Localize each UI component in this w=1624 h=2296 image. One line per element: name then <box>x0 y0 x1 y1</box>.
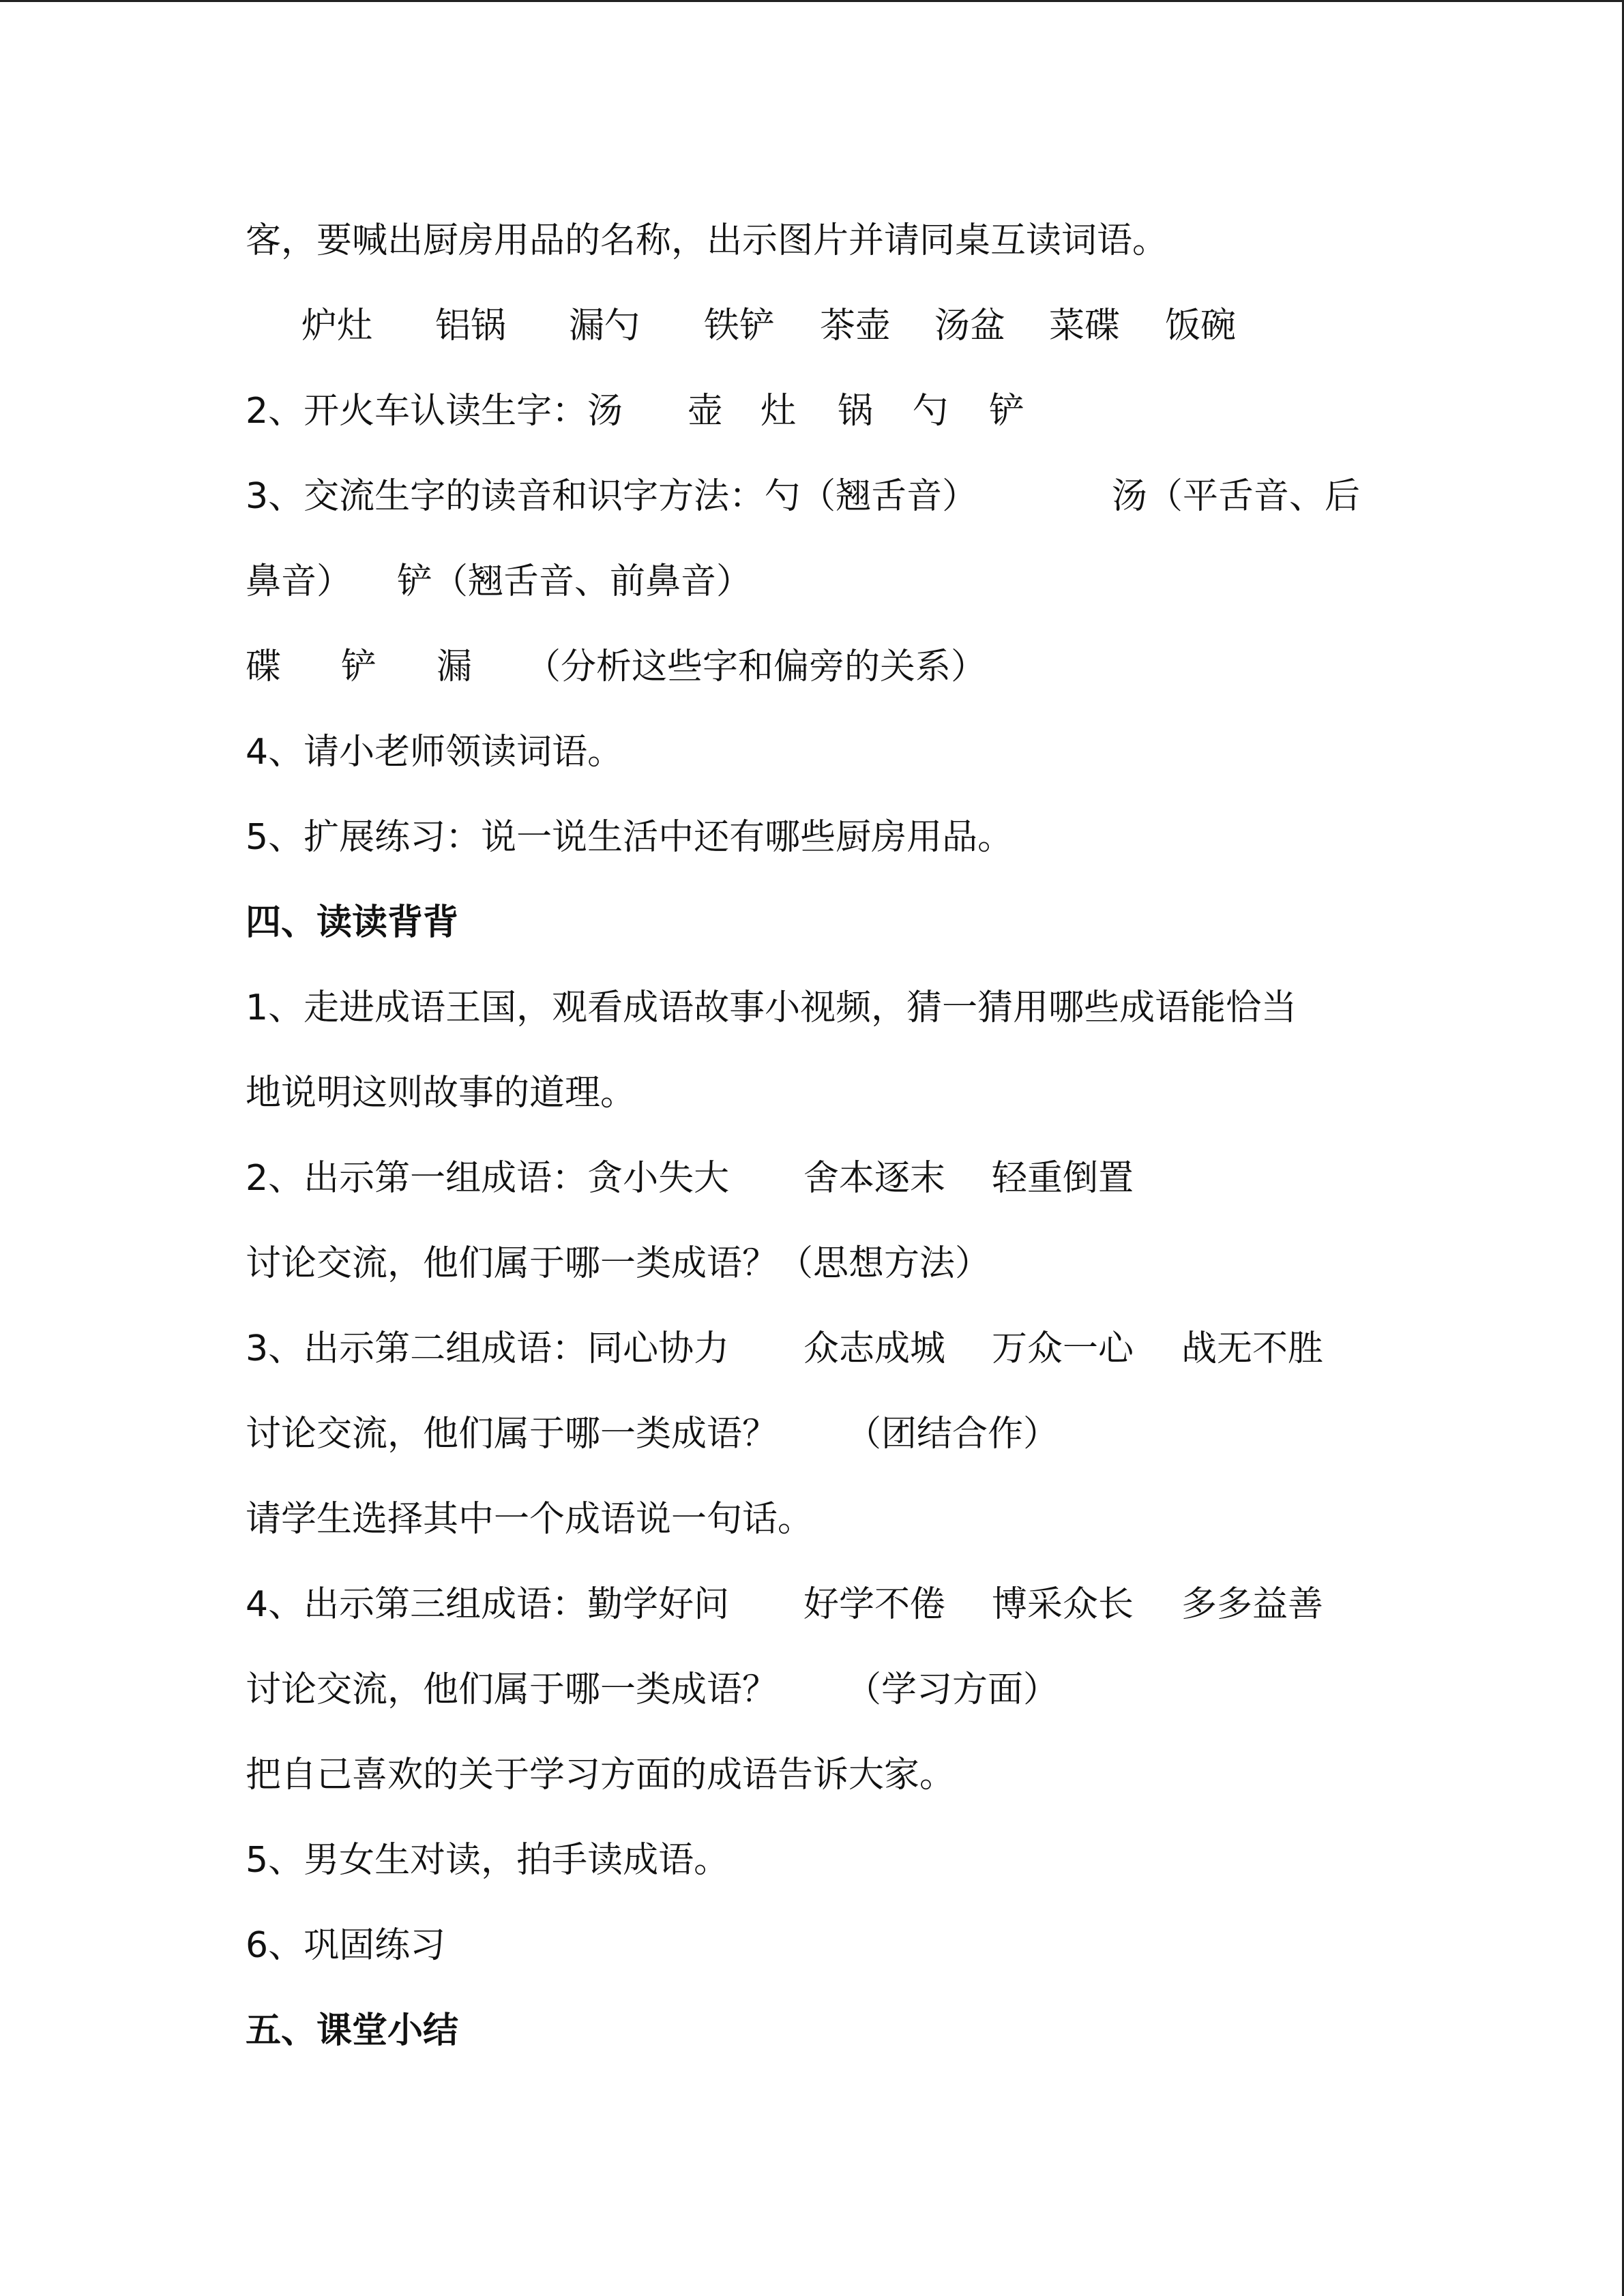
text-line: 1、走进成语王国，观看成语故事小视频，猜一猜用哪些成语能恰当 <box>246 987 1297 1028</box>
text-line: 4、请小老师领读词语。 <box>246 732 623 773</box>
idiom-item: 轻重倒置 <box>992 1158 1134 1199</box>
train-chars-line <box>246 387 1473 435</box>
idiom-group-3 <box>246 1581 1473 1628</box>
idiom-item: 博采众长 <box>992 1584 1134 1625</box>
idiom-answer-3 <box>246 1666 1473 1714</box>
idiom-group-2 <box>246 1325 1473 1373</box>
char-item: 锅 <box>838 391 874 432</box>
idiom-item: 战无不胜 <box>1181 1328 1324 1369</box>
text-line: 鼻音） <box>246 561 353 602</box>
char-item: 勺 <box>913 391 949 432</box>
word-item: 炉灶 <box>301 305 373 346</box>
text-line: 讨论交流，他们属于哪一类成语？（思想方法） <box>246 1243 991 1284</box>
idiom-item: 舍本逐末 <box>803 1158 946 1199</box>
word-item: 汤盆 <box>934 305 1006 346</box>
radical-line <box>246 643 1473 691</box>
text-line: 讨论交流，他们属于哪一类成语？ <box>246 1669 778 1710</box>
char-item: 灶 <box>761 391 797 432</box>
text-line: 5、男女生对读，拍手读成语。 <box>246 1840 730 1881</box>
pronunciation-line <box>246 473 1473 520</box>
word-item: 茶壶 <box>820 305 891 346</box>
char-item: 铲 <box>341 646 377 687</box>
char-item: 壶 <box>688 391 724 432</box>
text-line: 地说明这则故事的道理。 <box>246 1073 636 1114</box>
section-heading: 四、读读背背 <box>246 902 459 943</box>
text-line: 3、交流生字的读音和识字方法：勺（翘舌音） <box>246 476 978 517</box>
text-line: 5、扩展练习：说一说生活中还有哪些厨房用品。 <box>246 817 1014 858</box>
text-segment: 铲（翘舌音、前鼻音） <box>397 561 752 602</box>
text-segment: （团结合作） <box>846 1414 1059 1455</box>
word-item: 铝锅 <box>435 305 507 346</box>
text-line: 6、巩固练习 <box>246 1925 446 1966</box>
text-line: 讨论交流，他们属于哪一类成语？ <box>246 1414 778 1455</box>
text-line: 3、出示第二组成语：同心协力 <box>246 1328 730 1369</box>
text-line: 客，要喊出厨房用品的名称，出示图片并请同桌互读词语。 <box>246 220 1168 261</box>
word-item: 铁铲 <box>704 305 776 346</box>
char-item: 碟 <box>246 646 282 687</box>
text-line: 请学生选择其中一个成语说一句话。 <box>246 1499 814 1540</box>
text-segment: 汤（平舌音、后 <box>1112 476 1361 517</box>
idiom-item: 万众一心 <box>992 1328 1134 1369</box>
idiom-item: 众志成城 <box>803 1328 946 1369</box>
idiom-answer-2 <box>246 1410 1473 1458</box>
idiom-item: 好学不倦 <box>803 1584 946 1625</box>
text-line: 2、开火车认读生字：汤 <box>246 391 623 432</box>
text-segment: （学习方面） <box>846 1669 1059 1710</box>
text-line: 2、出示第一组成语：贪小失大 <box>246 1158 730 1199</box>
kitchen-words-row <box>301 302 1256 350</box>
text-line: 把自己喜欢的关于学习方面的成语告诉大家。 <box>246 1755 956 1795</box>
char-item: 漏 <box>437 646 473 687</box>
word-item: 菜碟 <box>1049 305 1121 346</box>
section-heading: 五、课堂小结 <box>246 2010 459 2051</box>
word-item: 漏勺 <box>569 305 640 346</box>
text-segment: （分析这些字和偏旁的关系） <box>525 646 987 687</box>
pronunciation-line-cont <box>246 558 1473 606</box>
char-item: 铲 <box>989 391 1025 432</box>
word-item: 饭碗 <box>1165 305 1237 346</box>
text-line: 4、出示第三组成语：勤学好问 <box>246 1584 730 1625</box>
idiom-item: 多多益善 <box>1181 1584 1324 1625</box>
idiom-group-1 <box>246 1154 1473 1202</box>
